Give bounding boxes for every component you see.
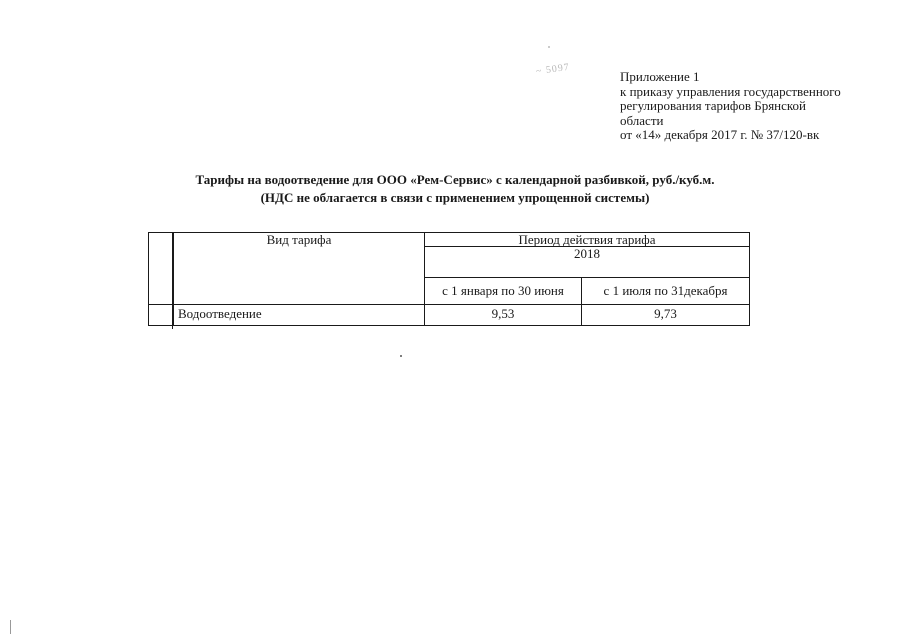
row-number-header-cell — [149, 233, 174, 305]
period-1-header: с 1 января по 30 июня — [425, 278, 582, 305]
title-line-1: Тарифы на водоотведение для ООО «Рем-Сервис» с календарной разбивкой, руб./куб.м. — [195, 172, 715, 187]
period-2-header: с 1 июля по 31декабря — [582, 278, 750, 305]
year-cell: 2018 — [425, 247, 750, 278]
double-rule-line — [172, 232, 173, 329]
tariff-table — [148, 232, 750, 326]
document-title — [140, 171, 770, 207]
faint-stamp-mark: ~ 5097 — [535, 61, 571, 78]
scan-speck — [548, 46, 550, 48]
appendix-title: Приложение 1 — [620, 69, 700, 84]
appendix-line: к приказу управления государственного — [620, 83, 841, 99]
tariff-type-header: Вид тарифа — [174, 233, 425, 305]
appendix-order-date: от «14» декабря 2017 г. № 37/120-вк — [620, 127, 820, 142]
period-header: Период действия тарифа — [425, 233, 750, 247]
tariff-value-period-1: 9,53 — [425, 305, 582, 326]
scan-speck — [400, 355, 402, 357]
row-number-cell — [149, 305, 174, 326]
table-header-row — [149, 233, 750, 247]
scan-speck — [10, 620, 11, 634]
table-row — [149, 305, 750, 326]
appendix-line: области — [620, 112, 664, 128]
appendix-block — [620, 70, 880, 143]
appendix-line: регулирования тарифов Брянской — [620, 98, 807, 113]
tariff-value-period-2: 9,73 — [582, 305, 750, 326]
title-line-2: (НДС не облагается в связи с применением упрощенной системы) — [260, 190, 650, 205]
tariff-name-cell: Водоотведение — [174, 305, 425, 326]
